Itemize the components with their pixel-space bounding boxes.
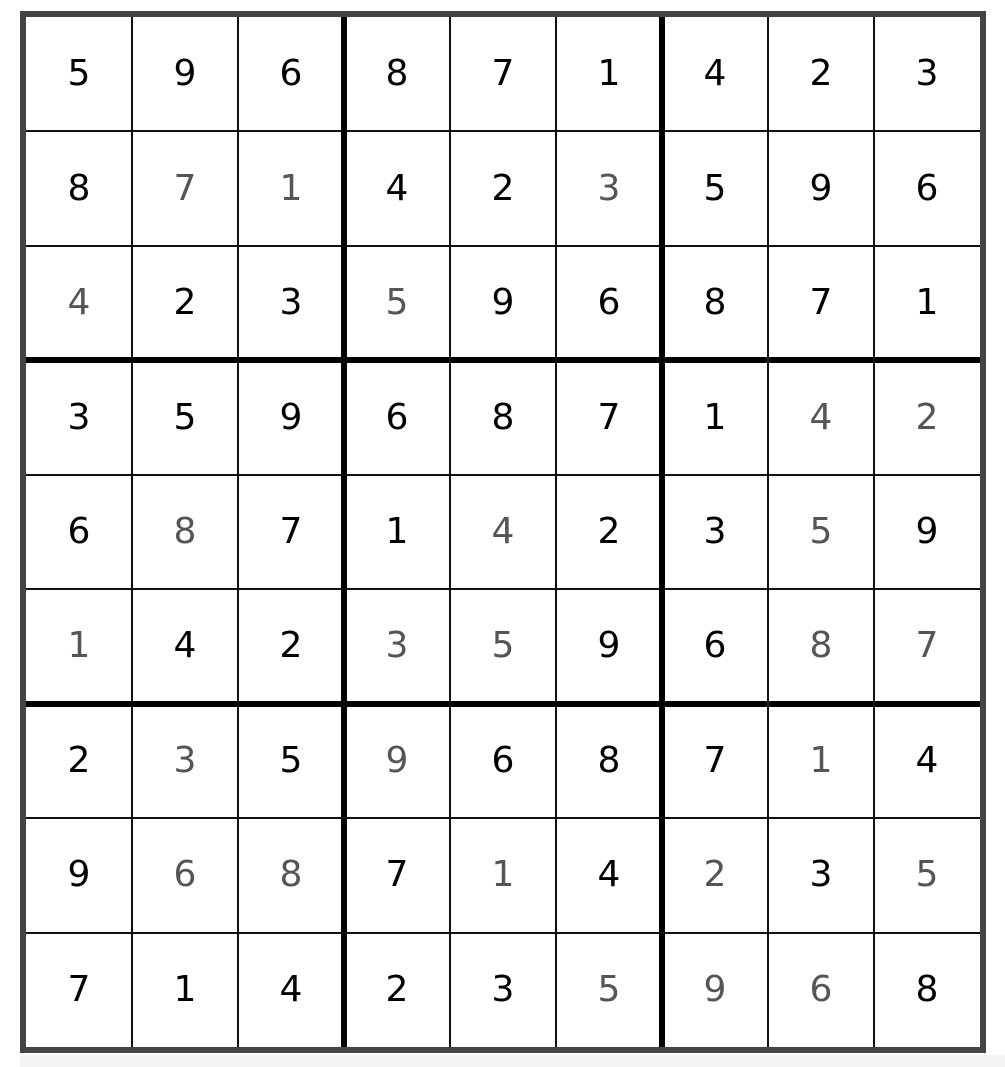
sudoku-cell-r4c8[interactable]: 4 <box>809 396 833 438</box>
sudoku-cell-r8c1[interactable]: 9 <box>67 854 91 896</box>
sudoku-cell-r9c7[interactable]: 9 <box>703 968 727 1010</box>
sudoku-cell-r7c9[interactable]: 4 <box>915 739 939 781</box>
sudoku-cell-r5c8[interactable]: 5 <box>809 510 833 552</box>
sudoku-cell-r7c3[interactable]: 5 <box>279 739 303 781</box>
sudoku-cell-r2c2[interactable]: 7 <box>173 167 197 209</box>
sudoku-cell-r6c5[interactable]: 5 <box>491 625 515 667</box>
box-divider-horizontal <box>26 701 980 707</box>
cell-divider-vertical <box>131 17 133 1047</box>
sudoku-cell-r8c6[interactable]: 4 <box>597 854 621 896</box>
sudoku-cell-r5c5[interactable]: 4 <box>491 510 515 552</box>
sudoku-cell-r6c3[interactable]: 2 <box>279 625 303 667</box>
sudoku-cell-r5c4[interactable]: 1 <box>385 510 409 552</box>
sudoku-cell-r2c4[interactable]: 4 <box>385 167 409 209</box>
cell-divider-horizontal <box>26 245 980 247</box>
sudoku-cell-r6c9[interactable]: 7 <box>915 625 939 667</box>
cell-divider-horizontal <box>26 474 980 476</box>
sudoku-cell-r3c3[interactable]: 3 <box>279 282 303 324</box>
sudoku-cell-r1c8[interactable]: 2 <box>809 53 833 95</box>
sudoku-cell-r5c3[interactable]: 7 <box>279 510 303 552</box>
cell-divider-vertical <box>767 17 769 1047</box>
sudoku-cell-r2c9[interactable]: 6 <box>915 167 939 209</box>
sudoku-cell-r7c6[interactable]: 8 <box>597 739 621 781</box>
box-divider-vertical <box>659 17 665 1047</box>
sudoku-cell-r8c9[interactable]: 5 <box>915 854 939 896</box>
sudoku-cell-r3c9[interactable]: 1 <box>915 282 939 324</box>
sudoku-cell-r4c4[interactable]: 6 <box>385 396 409 438</box>
sudoku-cell-r1c9[interactable]: 3 <box>915 53 939 95</box>
sudoku-cell-r5c7[interactable]: 3 <box>703 510 727 552</box>
sudoku-cell-r3c5[interactable]: 9 <box>491 282 515 324</box>
box-divider-horizontal <box>26 357 980 363</box>
box-divider-vertical <box>341 17 347 1047</box>
sudoku-board <box>20 11 986 1053</box>
sudoku-cell-r6c4[interactable]: 3 <box>385 625 409 667</box>
sudoku-cell-r9c6[interactable]: 5 <box>597 968 621 1010</box>
sudoku-cell-r8c2[interactable]: 6 <box>173 854 197 896</box>
sudoku-cell-r4c9[interactable]: 2 <box>915 396 939 438</box>
sudoku-cell-r3c6[interactable]: 6 <box>597 282 621 324</box>
sudoku-cell-r1c2[interactable]: 9 <box>173 53 197 95</box>
sudoku-cell-r7c4[interactable]: 9 <box>385 739 409 781</box>
cell-divider-vertical <box>449 17 451 1047</box>
sudoku-cell-r6c6[interactable]: 9 <box>597 625 621 667</box>
sudoku-cell-r9c2[interactable]: 1 <box>173 968 197 1010</box>
sudoku-cell-r3c2[interactable]: 2 <box>173 282 197 324</box>
sudoku-cell-r2c5[interactable]: 2 <box>491 167 515 209</box>
cell-divider-vertical <box>237 17 239 1047</box>
cell-divider-horizontal <box>26 588 980 590</box>
cell-divider-horizontal <box>26 932 980 934</box>
sudoku-cell-r1c3[interactable]: 6 <box>279 53 303 95</box>
sudoku-cell-r7c1[interactable]: 2 <box>67 739 91 781</box>
sudoku-cell-r8c7[interactable]: 2 <box>703 854 727 896</box>
sudoku-cell-r4c3[interactable]: 9 <box>279 396 303 438</box>
sudoku-cell-r1c1[interactable]: 5 <box>67 53 91 95</box>
sudoku-cell-r2c7[interactable]: 5 <box>703 167 727 209</box>
sudoku-grid <box>26 17 980 1047</box>
sudoku-cell-r3c7[interactable]: 8 <box>703 282 727 324</box>
sudoku-cell-r3c1[interactable]: 4 <box>67 282 91 324</box>
sudoku-cell-r2c1[interactable]: 8 <box>67 167 91 209</box>
sudoku-cell-r8c8[interactable]: 3 <box>809 854 833 896</box>
cell-divider-horizontal <box>26 130 980 132</box>
sudoku-cell-r8c5[interactable]: 1 <box>491 854 515 896</box>
sudoku-cell-r7c8[interactable]: 1 <box>809 739 833 781</box>
cell-divider-horizontal <box>26 817 980 819</box>
sudoku-cell-r1c5[interactable]: 7 <box>491 53 515 95</box>
cell-divider-vertical <box>555 17 557 1047</box>
sudoku-cell-r5c6[interactable]: 2 <box>597 510 621 552</box>
sudoku-cell-r9c5[interactable]: 3 <box>491 968 515 1010</box>
sudoku-cell-r1c7[interactable]: 4 <box>703 53 727 95</box>
sudoku-cell-r1c4[interactable]: 8 <box>385 53 409 95</box>
sudoku-cell-r7c7[interactable]: 7 <box>703 739 727 781</box>
sudoku-cell-r6c8[interactable]: 8 <box>809 625 833 667</box>
sudoku-cell-r9c4[interactable]: 2 <box>385 968 409 1010</box>
bottom-edge <box>20 1055 1005 1067</box>
sudoku-cell-r9c8[interactable]: 6 <box>809 968 833 1010</box>
sudoku-cell-r3c4[interactable]: 5 <box>385 282 409 324</box>
sudoku-cell-r5c2[interactable]: 8 <box>173 510 197 552</box>
sudoku-cell-r4c2[interactable]: 5 <box>173 396 197 438</box>
sudoku-cell-r3c8[interactable]: 7 <box>809 282 833 324</box>
sudoku-cell-r6c2[interactable]: 4 <box>173 625 197 667</box>
sudoku-cell-r7c2[interactable]: 3 <box>173 739 197 781</box>
sudoku-cell-r4c6[interactable]: 7 <box>597 396 621 438</box>
cell-divider-vertical <box>873 17 875 1047</box>
sudoku-cell-r7c5[interactable]: 6 <box>491 739 515 781</box>
sudoku-cell-r2c6[interactable]: 3 <box>597 167 621 209</box>
sudoku-cell-r4c7[interactable]: 1 <box>703 396 727 438</box>
sudoku-cell-r9c9[interactable]: 8 <box>915 968 939 1010</box>
sudoku-cell-r4c5[interactable]: 8 <box>491 396 515 438</box>
sudoku-cell-r9c1[interactable]: 7 <box>67 968 91 1010</box>
sudoku-cell-r8c4[interactable]: 7 <box>385 854 409 896</box>
sudoku-cell-r2c8[interactable]: 9 <box>809 167 833 209</box>
sudoku-cell-r8c3[interactable]: 8 <box>279 854 303 896</box>
sudoku-cell-r2c3[interactable]: 1 <box>279 167 303 209</box>
sudoku-cell-r1c6[interactable]: 1 <box>597 53 621 95</box>
sudoku-cell-r6c7[interactable]: 6 <box>703 625 727 667</box>
sudoku-cell-r9c3[interactable]: 4 <box>279 968 303 1010</box>
sudoku-cell-r5c9[interactable]: 9 <box>915 510 939 552</box>
sudoku-cell-r5c1[interactable]: 6 <box>67 510 91 552</box>
sudoku-cell-r6c1[interactable]: 1 <box>67 625 91 667</box>
sudoku-cell-r4c1[interactable]: 3 <box>67 396 91 438</box>
